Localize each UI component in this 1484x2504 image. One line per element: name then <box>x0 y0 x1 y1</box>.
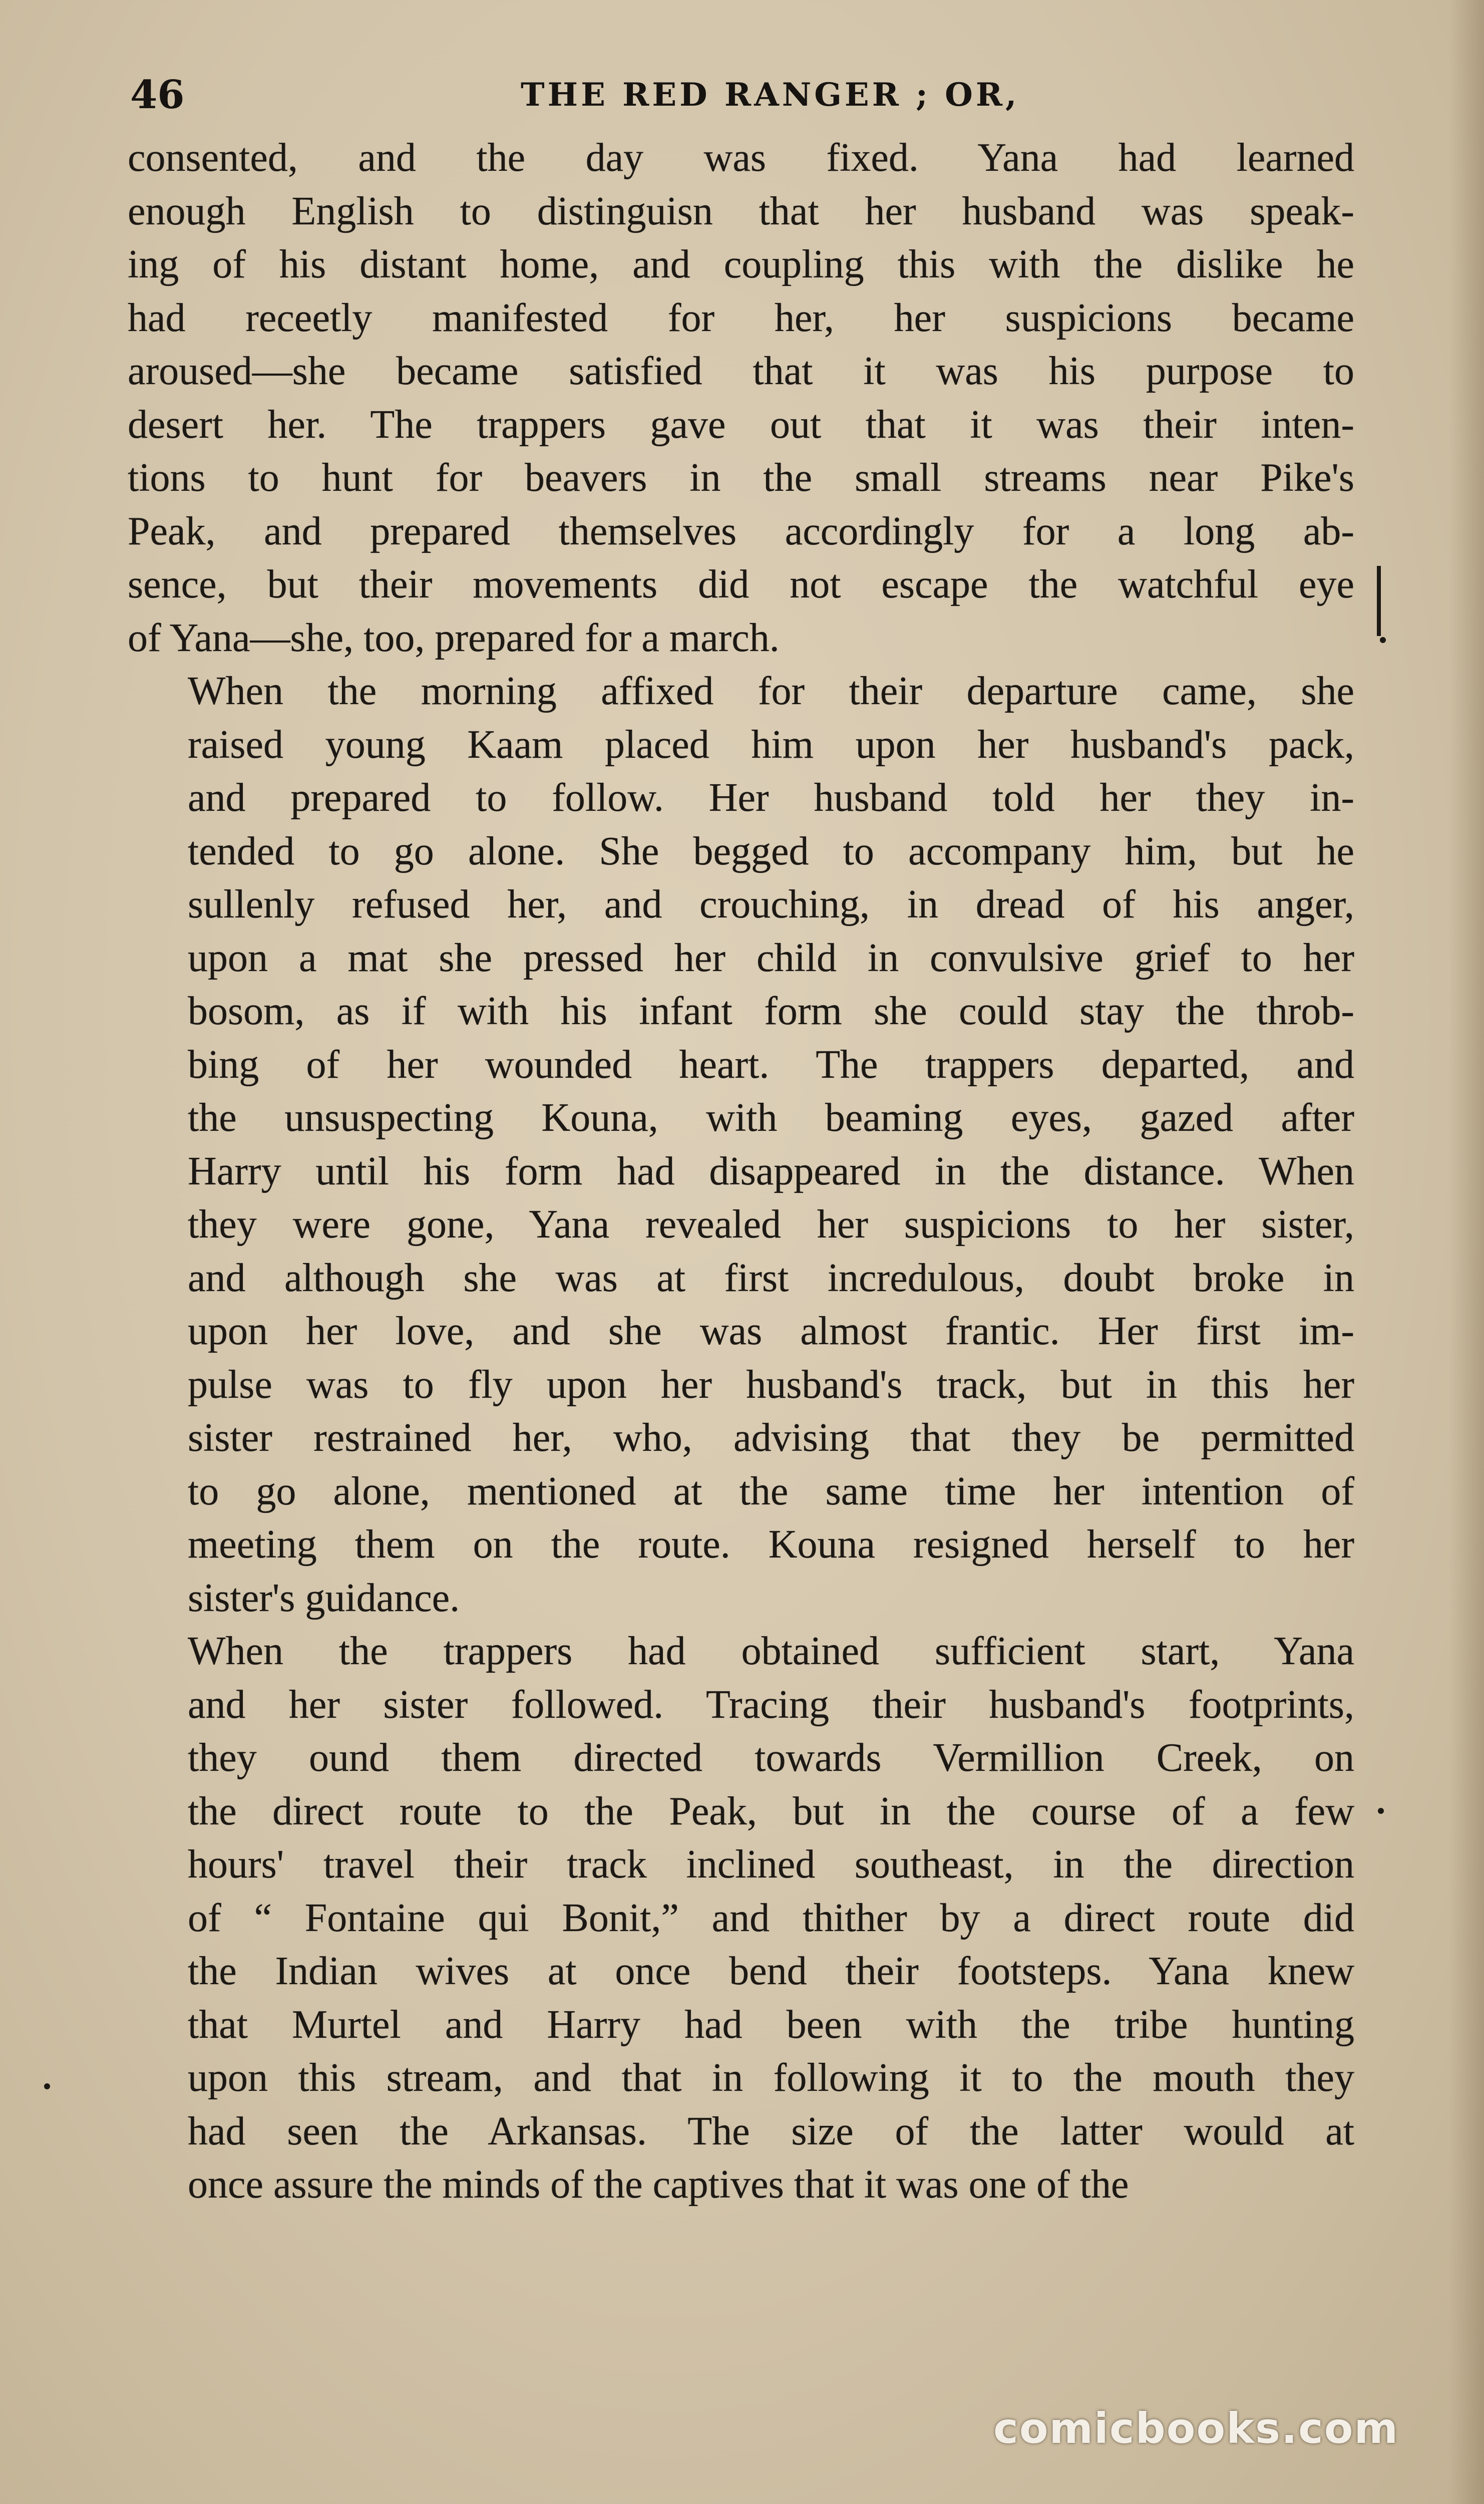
text-line: and her sister followed. Tracing their husband's footprints, <box>188 1682 1354 1727</box>
text-line: Peak, and prepared themselves accordingly for a long ab- <box>128 509 1354 553</box>
text-line: and prepared to follow. Her husband told her they in- <box>188 776 1354 820</box>
text-line: When the trappers had obtained sufficient start, Yana <box>188 1629 1354 1673</box>
running-title: THE RED RANGER ; OR, <box>521 76 1020 114</box>
paragraph <box>128 1625 1354 2212</box>
text-line: desert her. The trappers gave out that it was their inten- <box>128 402 1354 447</box>
text-line: sister restrained her, who, advising that they be permitted <box>188 1416 1354 1460</box>
text-line: sister's guidance. <box>188 1576 460 1620</box>
body-text <box>128 131 1354 2212</box>
text-line: enough English to distinguisn that her husband was speak- <box>128 189 1354 233</box>
text-line: raised young Kaam placed him upon her husband's pack, <box>188 722 1354 767</box>
text-line: the Indian wives at once bend their footsteps. Yana knew <box>188 1949 1354 1993</box>
margin-dot <box>1380 637 1386 643</box>
text-line: tions to hunt for beavers in the small streams near Pike's <box>128 456 1354 500</box>
text-line: Harry until his form had disappeared in the distance. When <box>188 1149 1354 1193</box>
text-line: tended to go alone. She begged to accompany him, but he <box>188 829 1354 873</box>
text-line: aroused—she became satisfied that it was his purpose to <box>128 349 1354 393</box>
text-line: upon her love, and she was almost frantic. Her first im- <box>188 1309 1354 1353</box>
margin-mark <box>1377 566 1381 636</box>
text-line: once assure the minds of the captives that it was one of the <box>188 2162 1129 2207</box>
text-line: and although she was at first incredulous, doubt broke in <box>188 1256 1354 1300</box>
text-line: that Murtel and Harry had been with the tribe hunting <box>188 2002 1354 2047</box>
watermark: comicbooks.com <box>993 2404 1399 2453</box>
text-line: consented, and the day was fixed. Yana had learned <box>128 136 1354 180</box>
text-line: had seen the Arkansas. The size of the latter would at <box>188 2109 1354 2153</box>
page-edge-shadow <box>1449 0 1484 2504</box>
text-line: they were gone, Yana revealed her suspicions to her sister, <box>188 1202 1354 1246</box>
text-line: bing of her wounded heart. The trappers departed, and <box>188 1042 1354 1087</box>
paragraph <box>128 131 1354 665</box>
text-line: pulse was to fly upon her husband's track, but in this her <box>188 1362 1354 1407</box>
text-line: sullenly refused her, and crouching, in dread of his anger, <box>188 882 1354 926</box>
text-line: had receetly manifested for her, her suspicions became <box>128 295 1354 340</box>
text-line: of Yana—she, too, prepared for a march. <box>128 615 780 660</box>
text-line: to go alone, mentioned at the same time her intention of <box>188 1469 1354 1513</box>
text-line: bosom, as if with his infant form she could stay the throb- <box>188 989 1354 1033</box>
running-head <box>130 65 1352 125</box>
text-line: meeting them on the route. Kouna resigned herself to her <box>188 1522 1354 1567</box>
paragraph <box>128 665 1354 1625</box>
page-number: 46 <box>130 72 185 118</box>
text-line: ing of his distant home, and coupling this with the dislike he <box>128 242 1354 286</box>
text-line: the direct route to the Peak, but in the course of a few <box>188 1789 1354 1833</box>
margin-dot <box>1378 1808 1384 1814</box>
text-line: sence, but their movements did not escape the watchful eye <box>128 562 1354 606</box>
text-line: the unsuspecting Kouna, with beaming eyes, gazed after <box>188 1096 1354 1140</box>
text-line: of “ Fontaine qui Bonit,” and thither by a direct route did <box>188 1896 1354 1940</box>
text-line: they ound them directed towards Vermillion Creek, on <box>188 1736 1354 1780</box>
text-line: upon this stream, and that in following it to the mouth they <box>188 2056 1354 2100</box>
text-line: hours' travel their track inclined southeast, in the direction <box>188 1842 1354 1887</box>
text-line: When the morning affixed for their departure came, she <box>188 669 1354 713</box>
text-line: upon a mat she pressed her child in convulsive grief to her <box>188 935 1354 980</box>
margin-dot <box>44 2083 50 2089</box>
